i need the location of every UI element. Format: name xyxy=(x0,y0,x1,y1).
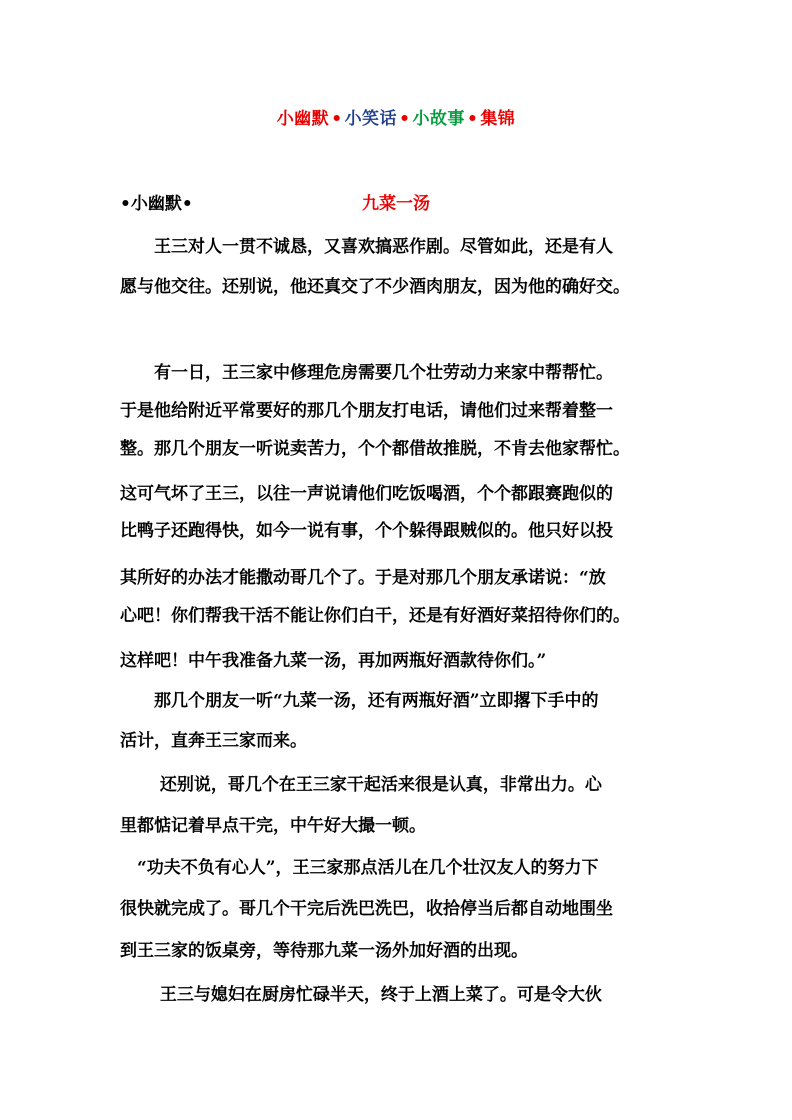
header-separator: • xyxy=(399,109,411,129)
body-line: 于是他给附近平常要好的那几个朋友打电话，请他们过来帮着整一 xyxy=(120,401,613,421)
body-line: 那几个朋友一听“九菜一汤，还有两瓶好酒”立即撂下手中的 xyxy=(120,691,599,711)
body-line: 王三对人一贯不诚恳，又喜欢搞恶作剧。尽管如此，还是有人 xyxy=(120,237,613,257)
body-line: 愿与他交往。还别说，他还真交了不少酒肉朋友，因为他的确好交。 xyxy=(120,277,630,297)
body-line: 很快就完成了。哥几个干完后洗巴洗巴，收拾停当后都自动地围坐 xyxy=(120,899,613,919)
header-separator: • xyxy=(331,109,343,129)
body-line: 这样吧！中午我准备九菜一汤，再加两瓶好酒款待你们。” xyxy=(120,651,547,671)
header-separator: • xyxy=(466,109,479,129)
body-line: 王三与媳妇在厨房忙碌半天，终于上酒上菜了。可是令大伙 xyxy=(120,985,602,1005)
body-line: 有一日，王三家中修理危房需要几个壮劳动力来家中帮帮忙。 xyxy=(120,363,613,383)
body-line: 其所好的办法才能撒动哥几个了。于是对那几个朋友承诺说：“放 xyxy=(120,568,606,588)
body-line: 比鸭子还跑得快，如今一说有事，个个躲得跟贼似的。他只好以投 xyxy=(120,521,613,541)
body-line: “功夫不负有心人”，王三家那点活儿在几个壮汉友人的努力下 xyxy=(120,858,599,878)
header-part-collection: 集锦 xyxy=(480,109,516,129)
story-title: 九菜一汤 xyxy=(362,194,430,214)
section-label: •小幽默• xyxy=(120,194,193,214)
body-line: 还别说，哥几个在王三家干起活来很是认真，非常出力。心 xyxy=(120,775,602,795)
body-line: 这可气坏了王三，以往一声说请他们吃饭喝酒，个个都跟赛跑似的 xyxy=(120,484,613,504)
header-part-stories: 小故事 xyxy=(412,109,465,129)
body-line: 里都惦记着早点干完，中午好大撮一顿。 xyxy=(120,816,426,836)
header-part-humor: 小幽默 xyxy=(276,109,330,129)
header-title xyxy=(0,104,792,129)
body-line: 心吧！你们帮我干活不能让你们白干，还是有好酒好菜招待你们的。 xyxy=(120,606,630,626)
body-line: 整。那几个朋友一听说卖苦力，个个都借故推脱，不肯去他家帮忙。 xyxy=(120,439,630,459)
body-line: 到王三家的饭桌旁，等待那九菜一汤外加好酒的出现。 xyxy=(120,941,528,961)
body-line: 活计，直奔王三家而来。 xyxy=(120,731,307,751)
header-part-jokes: 小笑话 xyxy=(344,109,398,129)
